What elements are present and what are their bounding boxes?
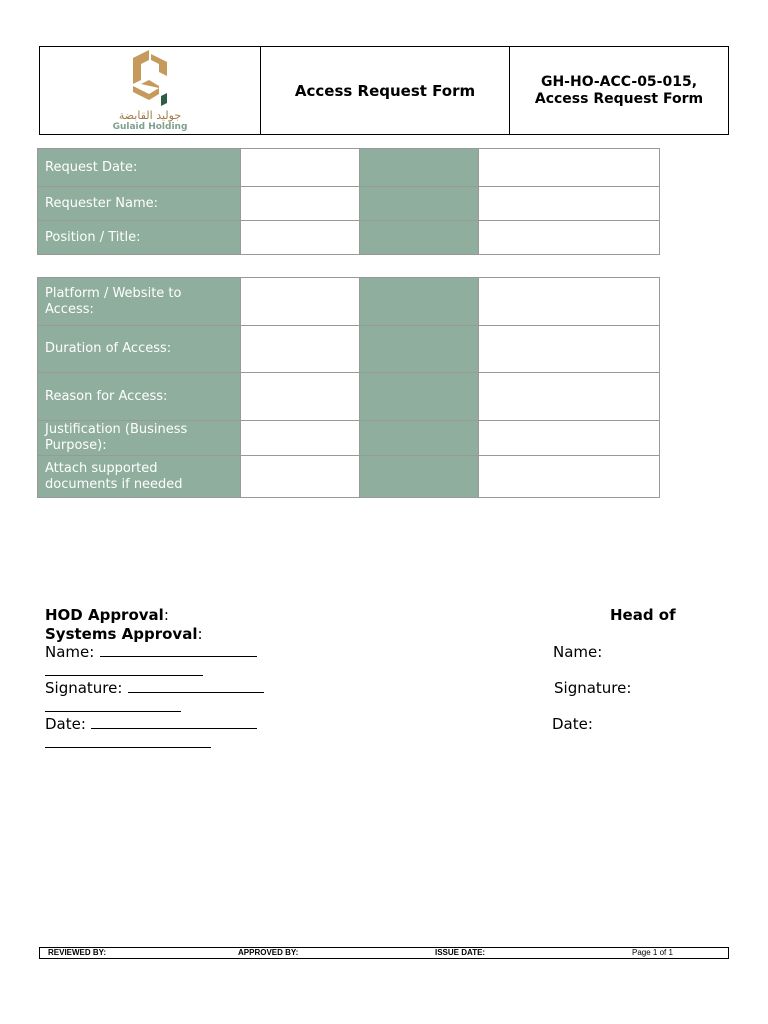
hod-signature-field-line[interactable] [45,698,181,716]
head-of-heading: Head of [610,606,676,624]
form-title: Access Request Form [261,47,510,134]
hod-name-label: Name: [45,643,95,661]
reason-label: Reason for Access: [38,373,241,421]
page-number: Page 1 of 1 [632,948,673,957]
reviewed-by-label: REVIEWED BY: [48,948,107,957]
position-title-label: Position / Title: [38,221,241,255]
hod-name-field-line[interactable] [45,662,203,680]
hod-approval-heading: HOD Approval: [45,606,169,624]
systems-approval-heading: Systems Approval: [45,625,203,643]
document-code: GH-HO-ACC-05-015, Access Request Form [534,73,704,107]
duration-label: Duration of Access: [38,326,241,373]
issue-date-label: ISSUE DATE: [435,948,486,957]
request-date-label: Request Date: [38,149,241,187]
hod-signature-label: Signature: [45,679,123,697]
platform-label: Platform / Website to Access: [38,278,241,326]
systems-date-label: Date: [552,715,593,733]
systems-name-label: Name: [553,643,603,661]
hod-date-field[interactable] [91,715,257,733]
hod-date-field-line[interactable] [45,734,211,752]
approved-by-label: APPROVED BY: [238,948,299,957]
systems-signature-label: Signature: [554,679,632,697]
attachments-label: Attach supported documents if needed [38,456,241,498]
justification-label: Justification (Business Purpose): [38,421,241,456]
document-footer [39,947,729,959]
logo-english-text: Gulaid Holding [112,121,188,132]
hod-name-field[interactable] [100,643,257,661]
requester-name-label: Requester Name: [38,187,241,221]
logo-arabic-text: جوليد القابضة [118,108,182,122]
hod-signature-field[interactable] [128,679,264,697]
hod-date-label: Date: [45,715,86,733]
